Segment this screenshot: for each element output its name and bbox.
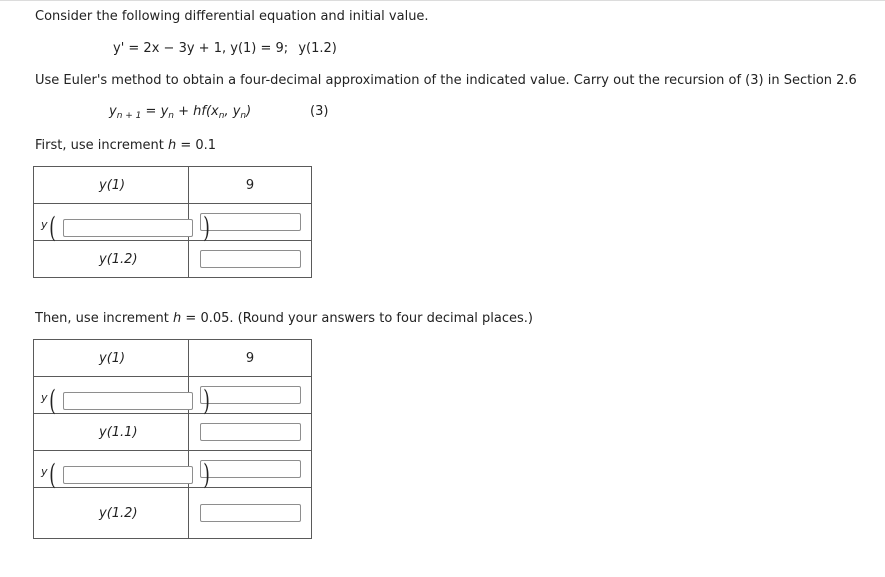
step2-text [35,311,533,326]
step1-text [35,138,216,153]
step1-label: First, use increment [35,138,164,153]
table-second [33,339,312,539]
left-paren: ( [49,211,56,244]
rec-sub-n1: n + 1 [116,111,142,121]
t2-y1-label: y(1) [99,350,126,366]
rec-close: ) [246,104,252,119]
table-first [33,166,312,278]
table-row [34,340,312,377]
eq-term2: 3y + 1, [178,41,227,56]
right-paren: ) [203,384,210,417]
t1-y1-value: 9 [245,177,255,193]
t1-y1-label: y(1) [99,177,126,193]
recursion-formula [109,104,251,119]
t1-value-input[interactable] [200,213,301,231]
step2-label: Then, use increment [35,311,169,326]
right-paren: ) [203,458,210,491]
table-row [34,377,312,414]
differential-equation [113,41,337,56]
t2-y-label-2: y [41,465,48,478]
recursion-tag: (3) [310,104,329,119]
eq-minus: − [163,41,175,56]
table-row [34,204,312,241]
t2-argument-input-2[interactable] [63,466,193,484]
t2-argument-input-1[interactable] [63,392,193,410]
t1-y12-label: y(1.2) [99,251,138,267]
left-paren: ( [49,458,56,491]
t2-value-input-1[interactable] [200,386,301,404]
rec-sub-ny: n [240,111,247,121]
rec-y: y [109,104,117,119]
t2-y11-label: y(1.1) [99,424,138,440]
table-row [34,414,312,451]
step1-h: h [167,138,177,153]
t1-y-label: y [41,218,48,231]
eq-initial-value: y(1) = 9; [230,41,289,56]
t2-value-input-2[interactable] [200,460,301,478]
instruction-text: Use Euler's method to obtain a four-decimal approximation of the indicated value. Carry out the recursion of (3) in Section 2.6 [35,73,857,88]
eq-lhs: y' = 2x [113,41,160,56]
rec-sub-nx: n [218,111,225,121]
rec-sub-n: n [168,111,174,121]
table-row [34,488,312,539]
table-row [34,451,312,488]
t2-y12-label: y(1.2) [99,505,138,521]
t2-y11-input[interactable] [200,423,301,441]
eq-target: y(1.2) [298,41,337,56]
rec-plus: + hf(x [173,104,219,119]
t2-y-label-1: y [41,391,48,404]
table-row [34,167,312,204]
t1-argument-input[interactable] [63,219,193,237]
rec-comma: , y [224,104,241,119]
top-border [0,0,885,1]
step2-h: h [173,311,182,326]
rec-eq: = y [141,104,169,119]
intro-text: Consider the following differential equation and initial value. [35,9,429,24]
t2-y1-value: 9 [245,350,255,366]
table-row [34,241,312,278]
t1-y12-input[interactable] [200,250,301,268]
left-paren: ( [49,384,56,417]
step2-value: = 0.05. (Round your answers to four decimal places.) [185,311,533,326]
step1-value: = 0.1 [180,138,217,153]
t2-y12-input[interactable] [200,504,301,522]
right-paren: ) [203,211,210,244]
